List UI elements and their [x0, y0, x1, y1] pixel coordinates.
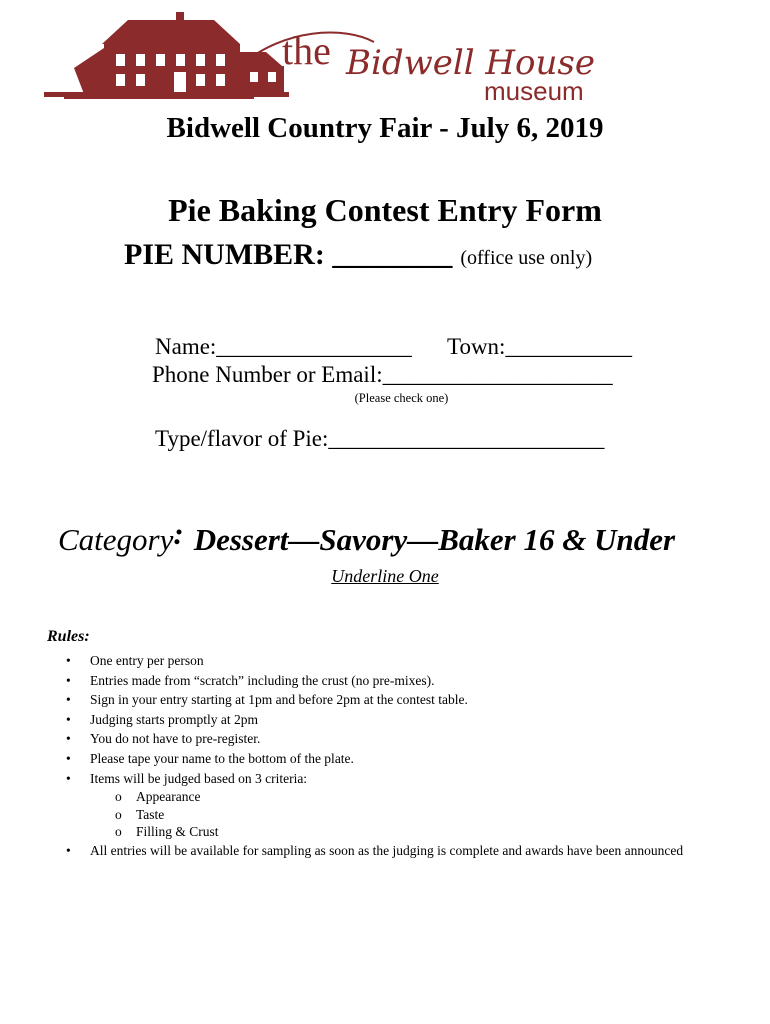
- category-options[interactable]: Dessert—Savory—Baker 16 & Under: [193, 522, 676, 557]
- list-item: • Entries made from “scratch” including the crust (no pre-mixes).: [66, 671, 686, 691]
- logo-word-the: the: [282, 28, 331, 73]
- list-item: • One entry per person: [66, 651, 686, 671]
- sub-bullet-icon: o: [115, 789, 122, 805]
- bullet-icon: •: [66, 672, 71, 688]
- rules-list: [66, 651, 686, 860]
- list-item: • Please tape your name to the bottom of the plate.: [66, 749, 686, 769]
- sub-bullet-icon: o: [115, 824, 122, 840]
- name-field[interactable]: Name:_________________: [155, 334, 412, 359]
- list-item: • All entries will be available for sampling as soon as the judging is complete and awards have been announced: [66, 841, 686, 861]
- category-instruction: Underline One: [331, 566, 439, 586]
- form-title: Pie Baking Contest Entry Form: [168, 192, 602, 228]
- list-item: • You do not have to pre-register.: [66, 729, 686, 749]
- bullet-icon: •: [66, 711, 71, 727]
- pie-number-note: (office use only): [460, 247, 593, 269]
- criteria-item: o Appearance: [115, 789, 201, 805]
- bullet-icon: •: [66, 692, 71, 708]
- criteria-item: o Taste: [115, 806, 165, 822]
- category-line: [58, 516, 676, 558]
- sub-bullet-icon: o: [115, 806, 122, 822]
- pie-type-field[interactable]: Type/flavor of Pie:________________________: [155, 426, 605, 451]
- bullet-icon: •: [66, 653, 71, 668]
- contact-field[interactable]: Phone Number or Email:____________________: [152, 362, 613, 387]
- pie-number-label: PIE NUMBER: ________: [124, 238, 453, 271]
- pie-number-field: [124, 238, 592, 272]
- logo-word-museum: museum: [484, 76, 584, 106]
- bullet-icon: •: [66, 842, 71, 858]
- bullet-icon: •: [66, 731, 71, 747]
- list-item: • Judging starts promptly at 2pm: [66, 710, 686, 730]
- list-item: • Items will be judged based on 3 criteria:: [66, 769, 686, 789]
- category-label: Category: [58, 522, 174, 557]
- logo-word-name: Bidwell House: [346, 43, 595, 83]
- bullet-icon: •: [66, 750, 71, 766]
- town-field[interactable]: Town:___________: [447, 334, 632, 359]
- rules-title: Rules:: [47, 628, 90, 645]
- bidwell-house-logo: [44, 8, 604, 110]
- contact-note: (Please check one): [354, 391, 449, 405]
- bullet-icon: •: [66, 770, 71, 786]
- category-colon: :: [173, 516, 184, 551]
- criteria-item: o Filling & Crust: [115, 824, 219, 840]
- fair-title: Bidwell Country Fair - July 6, 2019: [166, 112, 604, 144]
- list-item: • Sign in your entry starting at 1pm and before 2pm at the contest table.: [66, 690, 686, 710]
